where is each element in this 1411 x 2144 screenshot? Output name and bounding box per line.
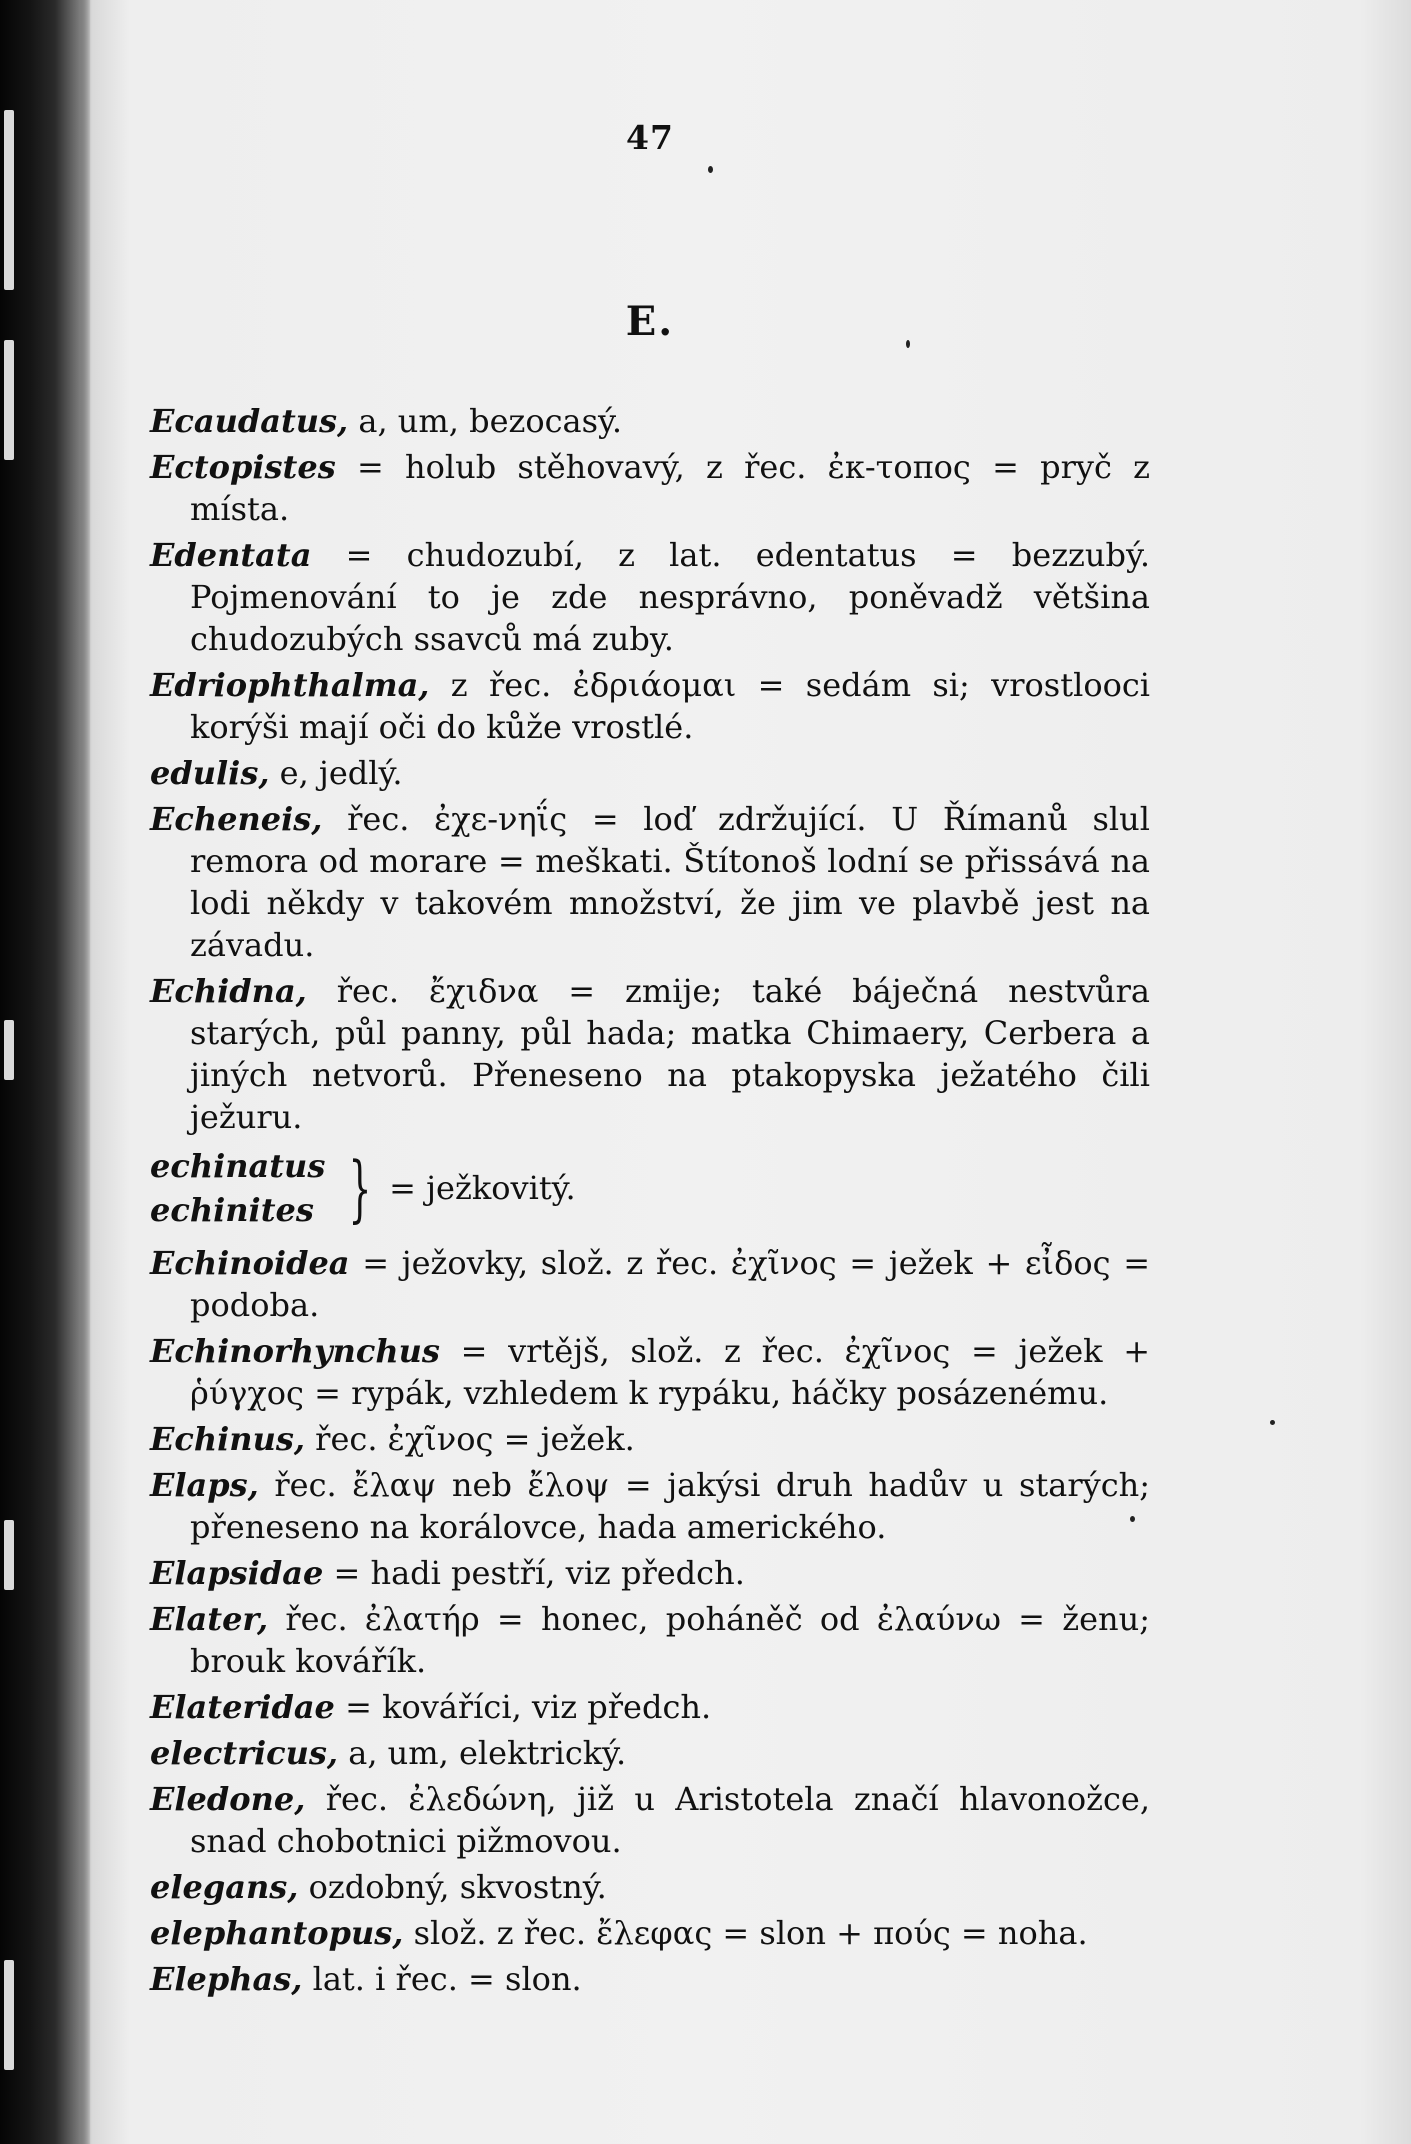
dictionary-entry: [150, 798, 1150, 966]
entry-definition: řec. ἐχῖνος = ježek.: [304, 1420, 635, 1458]
entry-headword: Echinus,: [150, 1420, 305, 1458]
entry-definition: řec. ἐλεδώνη, již u Aristotela značí hlavonožce, snad chobotnici pižmovou.: [190, 1780, 1150, 1860]
entry-definition: = holub stěhovavý, z řec. ἐκ-τοπος = pryč z místa.: [190, 448, 1150, 528]
dictionary-entry: [150, 446, 1150, 530]
dictionary-entry: [150, 752, 1150, 794]
entry-headword: Edentata: [150, 536, 312, 574]
entry-headword: Echidna,: [150, 972, 307, 1010]
entry-headword: electricus,: [150, 1734, 339, 1772]
dictionary-entry: [150, 664, 1150, 748]
dictionary-entry: [150, 1686, 1150, 1728]
entry-headword: Echinorhynchus: [150, 1332, 440, 1370]
entry-definition: = ježovky, slož. z řec. ἐχῖνος = ježek + εἶδος = podoba.: [190, 1244, 1150, 1324]
entry-headword: Elephas,: [150, 1960, 303, 1998]
entry-headword: elephantopus,: [150, 1914, 404, 1952]
dictionary-entry: [150, 534, 1150, 660]
entry-headword: Ecaudatus,: [150, 402, 349, 440]
grouping-brace: }: [348, 1146, 372, 1230]
binding-mark: [4, 1020, 14, 1080]
entry-headword: elegans,: [150, 1868, 299, 1906]
dictionary-entry: [150, 1242, 1150, 1326]
section-heading: E.: [625, 298, 675, 345]
dictionary-entry: [150, 1552, 1150, 1594]
dictionary-entry: [150, 1866, 1150, 1908]
entry-definition: = ježkovitý.: [389, 1169, 576, 1207]
paired-entry: [150, 1144, 1150, 1232]
entry-headword: echinatus: [150, 1147, 326, 1185]
entry-definition: a, um, bezocasý.: [348, 402, 623, 440]
entry-definition: e, jedlý.: [269, 754, 403, 792]
entry-headword: Edriophthalma,: [150, 666, 430, 704]
entry-headword: Elateridae: [150, 1688, 335, 1726]
entry-list: [150, 400, 1150, 2004]
dictionary-page: [140, 0, 1150, 2144]
entry-headword: Elapsidae: [150, 1554, 324, 1592]
entry-definition: lat. i řec. = slon.: [302, 1960, 582, 1998]
print-speck: [1270, 1420, 1275, 1425]
binding-mark: [4, 340, 14, 460]
entry-definition: = kováříci, viz předch.: [334, 1688, 712, 1726]
entry-headword: edulis,: [150, 754, 270, 792]
entry-headword: Eledone,: [150, 1780, 306, 1818]
entry-headword: echinites: [150, 1191, 314, 1229]
entry-definition: z řec. ἐδριάομαι = sedám si; vrostlooci korýši mají oči do kůže vrostlé.: [190, 666, 1150, 746]
paired-headwords: [150, 1144, 325, 1232]
dictionary-entry: [150, 1330, 1150, 1414]
entry-definition: řec. ἔλαψ neb ἔλοψ = jakýsi druh hadův u starých; přeneseno na korálovce, hada amerického.: [190, 1466, 1150, 1546]
entry-definition: = chudozubí, z lat. edentatus = bezzubý. Pojmenování to je zde nesprávno, poněvadž většina chudozubých ssavců má zuby.: [190, 536, 1150, 658]
binding-mark: [4, 1960, 14, 2070]
entry-definition: řec. ἐχε-νηΐς = loď zdržující. U Římanů slul remora od morare = meškati. Štítonoš lodní se přissává na lodi někdy v takovém množství, že jim ve plavbě jest na závadu.: [190, 800, 1150, 964]
dictionary-entry: [150, 1598, 1150, 1682]
dictionary-entry: [150, 400, 1150, 442]
binding-mark: [4, 110, 14, 290]
entry-headword: Elater,: [150, 1600, 269, 1638]
entry-headword: Elaps,: [150, 1466, 259, 1504]
dictionary-entry: [150, 1958, 1150, 2000]
entry-definition: ozdobný, skvostný.: [298, 1868, 607, 1906]
entry-headword: Echinoidea: [150, 1244, 350, 1282]
entry-definition: řec. ἔχιδνα = zmije; také báječná nestvůra starých, půl panny, půl hada; matka Chimaery, Cerbera a jiných netvorů. Přeneseno na ptakopyska ježatého čili ježuru.: [190, 972, 1150, 1136]
entry-definition: = vrtějš, slož. z řec. ἐχῖνος = ježek + ῥύγχος = rypák, vzhledem k rypáku, háčky posázenému.: [190, 1332, 1150, 1412]
entry-definition: a, um, elektrický.: [338, 1734, 627, 1772]
entry-headword: Ectopistes: [150, 448, 336, 486]
dictionary-entry: [150, 1912, 1150, 1954]
dictionary-entry: [150, 1464, 1150, 1548]
entry-definition: = hadi pestří, viz předch.: [323, 1554, 745, 1592]
binding-mark: [4, 1520, 14, 1590]
dictionary-entry: [150, 970, 1150, 1138]
entry-definition: slož. z řec. ἔλεφας = slon + πούς = noha.: [403, 1914, 1088, 1952]
entry-headword: Echeneis,: [150, 800, 323, 838]
dictionary-entry: [150, 1778, 1150, 1862]
dictionary-entry: [150, 1732, 1150, 1774]
page-number: 47: [626, 118, 674, 157]
dictionary-entry: [150, 1418, 1150, 1460]
entry-definition: řec. ἐλατήρ = honec, poháněč od ἐλαύνω = ženu; brouk kovářík.: [190, 1600, 1150, 1680]
